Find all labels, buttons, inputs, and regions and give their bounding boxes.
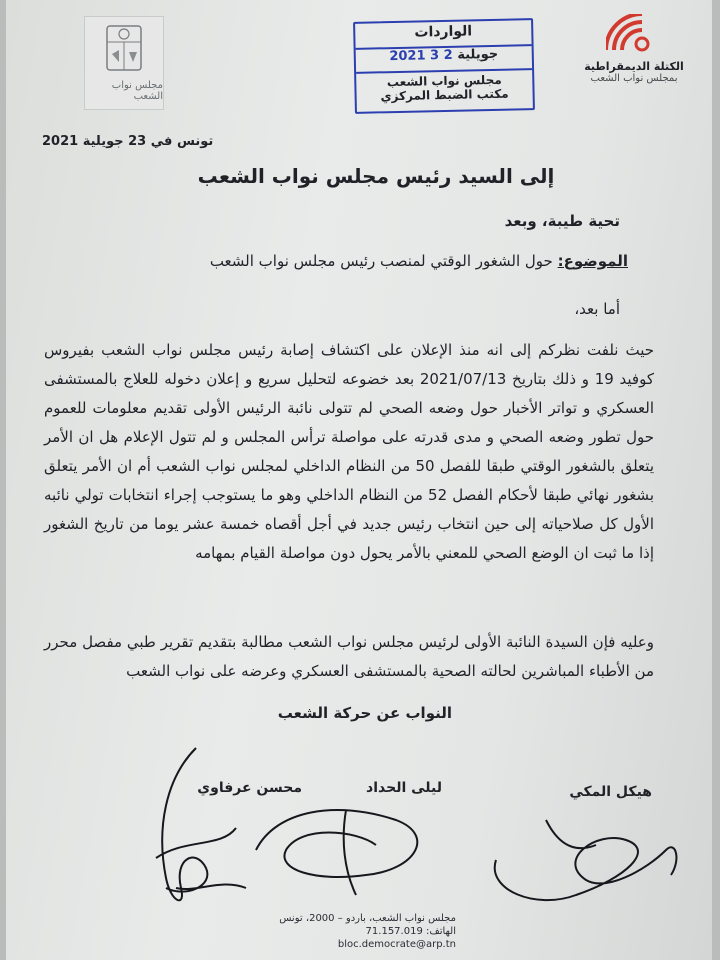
signature-2-image (246, 790, 446, 900)
bloc-subtitle: بمجلس نواب الشعب (590, 73, 678, 84)
coat-of-arms-icon (101, 24, 147, 76)
footer-phone: 71.157.019 (365, 926, 423, 937)
stamp-org-line1: مجلس نواب الشعب (386, 72, 502, 90)
stamp-date-day: 2 3 (429, 47, 453, 64)
letter-opening: أما بعد، (574, 300, 620, 318)
footer-address: مجلس نواب الشعب، باردو – 2000، تونس (279, 913, 456, 924)
bloc-name: الكتلة الديمقراطية (584, 60, 684, 73)
footer-phone-row (246, 925, 456, 938)
letter-date: تونس في 23 جويلية 2021 (42, 134, 214, 149)
letter-greeting: تحية طيبة، وبعد (504, 212, 620, 230)
paragraph-1: حيث نلفت نظركم إلى انه منذ الإعلان على اكتشاف إصابة رئيس مجلس نواب الشعب بفيروس كوفيد 19 و ذلك بتاريخ 2021/07/13 بعد خضوعه لتحليل سريع و إعلان دخوله للعلاج بالمستشفى العسكري و تواتر الأخبار حول وضعه الصحي لم تتولى نائبة الرئيس الأولى تقديم معلومات للعموم حول تطور وضعه الصحي و مدى قدرته على مواصلة ترأس المجلس و لم تتول الإعلام هل ان الأمر يتعلق بالشغور الوقتي طبقا للفصل 50 من النظام الداخلي لمجلس نواب الشعب أم ان الأمر يتعلق بشغور نهائي طبقا لأحكام الفصل 52 من النظام الداخلي وهو ما يستوجب إجراء انتخابات تولي نائبه الأول كل صلاحياته إلى حين انتخاب رئيس جديد في أجل أقصاه خمسة عشر يوما من تاريخ الشغور إذا ما ثبت ان الوضع الصحي للمعني بالأمر يحول دون مواصلة القيام بمهامه (44, 341, 654, 562)
footer (246, 912, 456, 951)
stamp-org-line2: مكتب الضبط المركزي (380, 86, 509, 104)
footer-email: bloc.democrate@arp.tn (337, 939, 456, 950)
bloc-logo (574, 14, 694, 84)
stamp-title: الواردات (355, 22, 531, 50)
received-stamp (353, 18, 535, 114)
signal-logo-icon (606, 14, 662, 54)
stamp-date-month: جويلية (457, 46, 499, 63)
stamp-date (356, 46, 532, 74)
letter-subject (210, 252, 628, 270)
stamp-org (356, 72, 533, 104)
signatory-name-3: هيكل المكي (569, 784, 652, 800)
emblem-caption: مجلس نواب الشعب (111, 80, 163, 102)
signatory-name-1: محسن عرفاوي (197, 780, 302, 796)
letter-page (6, 0, 712, 960)
letter-signoff: النواب عن حركة الشعب (277, 704, 452, 722)
signature-3-image (476, 800, 706, 920)
subject-label: الموضوع: (557, 252, 628, 270)
paragraph-2: وعليه فإن السيدة النائبة الأولى لرئيس مجلس نواب الشعب مطالبة بتقديم تقرير طبي مفصل محرر من الأطباء المباشرين لحالته الصحية بالمستشفى العسكري وعرضه على نواب الشعب (44, 633, 654, 680)
footer-phone-label: الهاتف: (426, 926, 456, 937)
parliament-emblem (84, 16, 164, 110)
signatory-name-2: ليلى الحداد (366, 780, 442, 796)
subject-text: حول الشغور الوقتي لمنصب رئيس مجلس نواب الشعب (209, 252, 553, 270)
stamp-date-year: 2021 (389, 48, 426, 65)
letter-addressee: إلى السيد رئيس مجلس نواب الشعب (197, 164, 555, 188)
